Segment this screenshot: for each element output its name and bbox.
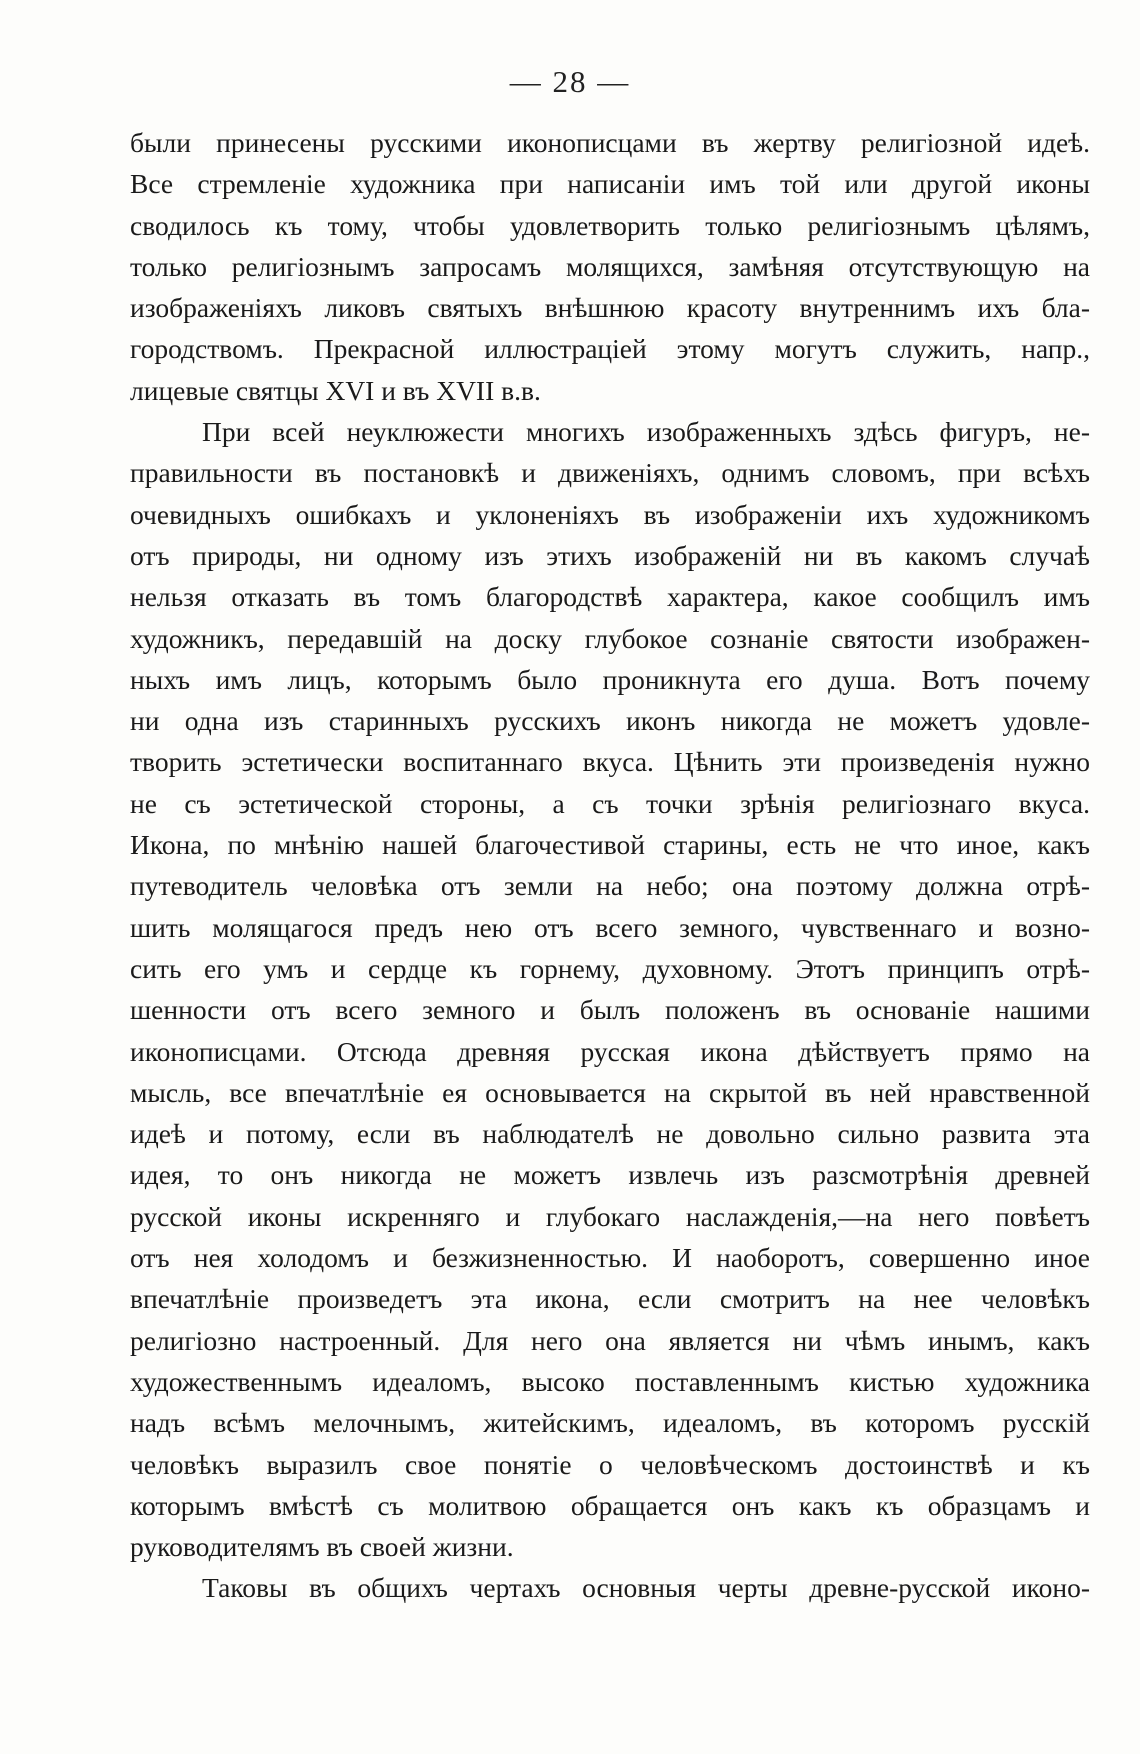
text-line: художественнымъ идеаломъ, высоко поставленнымъ кистью художника [130, 1365, 1090, 1397]
text-line: сводилось къ тому, чтобы удовлетворить только религіознымъ цѣлямъ, [130, 209, 1090, 241]
text-line: не съ эстетической стороны, а съ точки зрѣнія религіознаго вкуса. [130, 787, 1090, 819]
text-line: человѣкъ выразилъ свое понятіе о человѣческомъ достоинствѣ и къ [130, 1448, 1090, 1480]
text-line: При всей неуклюжести многихъ изображенныхъ здѣсь фигуръ, не- [202, 416, 1090, 448]
body-text [130, 122, 1090, 1609]
text-line: отъ нея холодомъ и безжизненностью. И наоборотъ, совершенно иное [130, 1242, 1090, 1274]
text-line: лицевые святцы XVI и въ XVII в.в. [130, 374, 541, 406]
text-line: сить его умъ и сердце къ горнему, духовному. Этотъ принципъ отрѣ- [130, 952, 1090, 984]
text-line: которымъ вмѣстѣ съ молитвою обращается онъ какъ къ образцамъ и [130, 1489, 1090, 1521]
text-line: иконописцами. Отсюда древняя русская икона дѣйствуетъ прямо на [130, 1035, 1090, 1067]
text-line: религіозно настроенный. Для него она является ни чѣмъ инымъ, какъ [130, 1324, 1090, 1356]
text-line: Таковы въ общихъ чертахъ основныя черты древне-русской иконо- [202, 1572, 1090, 1604]
page-number: — 28 — [509, 64, 631, 99]
text-line: отъ природы, ни одному изъ этихъ изображеній ни въ какомъ случаѣ [130, 539, 1090, 571]
text-line: шить молящагося предъ нею отъ всего земного, чувственнаго и возно- [130, 911, 1090, 943]
text-line: руководителямъ въ своей жизни. [130, 1531, 514, 1563]
text-line: идея, то онъ никогда не можетъ извлечь изъ разсмотрѣнія древней [130, 1159, 1090, 1191]
text-line: нельзя отказать въ томъ благородствѣ характера, какое сообщилъ имъ [130, 581, 1090, 613]
text-line: шенности отъ всего земного и былъ положенъ въ основаніе нашими [130, 994, 1090, 1026]
text-line: русской иконы искренняго и глубокаго наслажденія,—на него повѣетъ [130, 1200, 1090, 1232]
text-line: мысль, все впечатлѣніе ея основывается на скрытой въ ней нравственной [130, 1076, 1090, 1108]
text-line: ни одна изъ старинныхъ русскихъ иконъ никогда не можетъ удовле- [130, 705, 1090, 737]
text-line: творить эстетически воспитаннаго вкуса. Цѣнить эти произведенія нужно [130, 746, 1090, 778]
text-line: Все стремленіе художника при написаніи имъ той или другой иконы [130, 168, 1090, 200]
text-line: надъ всѣмъ мелочнымъ, житейскимъ, идеаломъ, въ которомъ русскій [130, 1407, 1090, 1439]
text-line: ныхъ имъ лицъ, которымъ было проникнута его душа. Вотъ почему [130, 663, 1090, 695]
text-line: художникъ, передавшій на доску глубокое сознаніе святости изображен- [130, 622, 1090, 654]
text-line: путеводитель человѣка отъ земли на небо; она поэтому должна отрѣ- [130, 870, 1090, 902]
text-line: очевидныхъ ошибкахъ и уклоненіяхъ въ изображеніи ихъ художникомъ [130, 498, 1090, 530]
text-line: изображеніяхъ ликовъ святыхъ внѣшнюю красоту внутреннимъ ихъ бла- [130, 292, 1090, 324]
text-line: правильности въ постановкѣ и движеніяхъ, однимъ словомъ, при всѣхъ [130, 457, 1090, 489]
text-line: впечатлѣніе произведетъ эта икона, если смотритъ на нее человѣкъ [130, 1283, 1090, 1315]
text-line: идеѣ и потому, если въ наблюдателѣ не довольно сильно развита эта [130, 1118, 1090, 1150]
text-line: Икона, по мнѣнію нашей благочестивой старины, есть не что иное, какъ [130, 829, 1090, 861]
text-line: были принесены русскими иконописцами въ жертву религіозной идеѣ. [130, 127, 1090, 158]
text-line: городствомъ. Прекрасной иллюстраціей этому могутъ служить, напр., [130, 333, 1090, 365]
text-line: только религіознымъ запросамъ молящихся, замѣняя отсутствующую на [130, 250, 1090, 282]
